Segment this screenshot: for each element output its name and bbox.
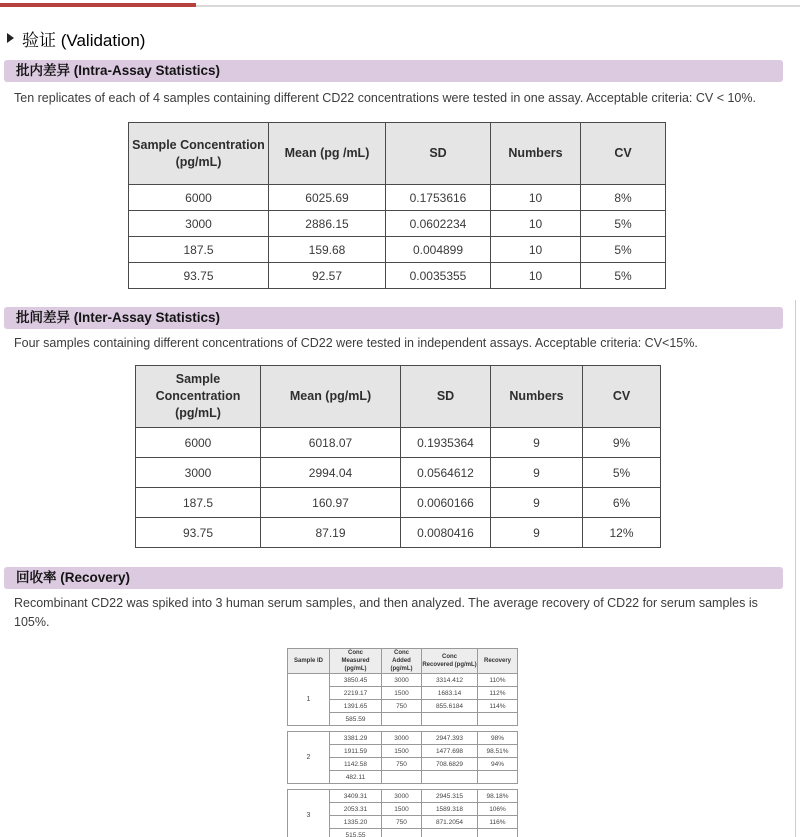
inter-assay-description: Four samples containing different concentrations of CD22 were tested in independent assays. Acceptable criteria: CV<15%. bbox=[14, 336, 698, 350]
cell: 3850.45 bbox=[330, 674, 382, 687]
column-header-sample-concentration: Sample Concentration (pg/mL) bbox=[136, 366, 261, 428]
banner-intra-assay: 批内差异 (Intra-Assay Statistics) bbox=[4, 60, 783, 82]
cell: 0.0080416 bbox=[401, 518, 491, 548]
page-title: 验证 (Validation) bbox=[22, 31, 146, 50]
table-row bbox=[129, 185, 666, 211]
cell: 0.0602234 bbox=[386, 211, 491, 237]
cell: 1335.20 bbox=[330, 816, 382, 829]
table-row bbox=[288, 674, 518, 687]
cell: 114% bbox=[478, 700, 518, 713]
cell: 871.2054 bbox=[422, 816, 478, 829]
cell: 3000 bbox=[129, 211, 269, 237]
cell: 1500 bbox=[382, 803, 422, 816]
cell: 3000 bbox=[382, 674, 422, 687]
cell: 0.004899 bbox=[386, 237, 491, 263]
banner-inter-assay: 批间差异 (Inter-Assay Statistics) bbox=[4, 307, 783, 329]
cell: 708.6829 bbox=[422, 758, 478, 771]
cell: 3314.412 bbox=[422, 674, 478, 687]
column-header-conc-measured: Conc Measured (pg/mL) bbox=[330, 649, 382, 674]
cell: 1142.58 bbox=[330, 758, 382, 771]
cell: 106% bbox=[478, 803, 518, 816]
recovery-table-area bbox=[287, 648, 517, 837]
cell: 5% bbox=[583, 458, 661, 488]
table-header-row bbox=[129, 123, 666, 185]
cell: 5% bbox=[581, 263, 666, 289]
sample-id-cell: 3 bbox=[288, 790, 330, 837]
column-header-sample-id: Sample ID bbox=[288, 649, 330, 674]
cell: 3000 bbox=[382, 732, 422, 745]
table-header-row bbox=[136, 366, 661, 428]
cell: 6% bbox=[583, 488, 661, 518]
column-header-sd: SD bbox=[401, 366, 491, 428]
cell: 0.1935364 bbox=[401, 428, 491, 458]
column-header-cv: CV bbox=[581, 123, 666, 185]
cell: 12% bbox=[583, 518, 661, 548]
cell: 9 bbox=[491, 458, 583, 488]
cell: 6000 bbox=[129, 185, 269, 211]
cell: 1683.14 bbox=[422, 687, 478, 700]
table-row bbox=[136, 488, 661, 518]
cell: 0.0035355 bbox=[386, 263, 491, 289]
cell: 160.97 bbox=[261, 488, 401, 518]
cell: 1589.318 bbox=[422, 803, 478, 816]
table-row bbox=[288, 732, 518, 745]
cell: 3409.31 bbox=[330, 790, 382, 803]
cell: 9 bbox=[491, 488, 583, 518]
cell: 116% bbox=[478, 816, 518, 829]
cell bbox=[382, 829, 422, 837]
cell: 515.55 bbox=[330, 829, 382, 837]
cell: 9 bbox=[491, 428, 583, 458]
cell: 0.1753616 bbox=[386, 185, 491, 211]
recovery-table-group-3 bbox=[287, 789, 518, 837]
cell: 110% bbox=[478, 674, 518, 687]
cell: 6000 bbox=[136, 428, 261, 458]
column-header-sample-concentration: Sample Concentration (pg/mL) bbox=[129, 123, 269, 185]
cell: 10 bbox=[491, 237, 581, 263]
column-header-mean: Mean (pg /mL) bbox=[269, 123, 386, 185]
table-row bbox=[136, 428, 661, 458]
cell: 5% bbox=[581, 237, 666, 263]
top-accent-bar bbox=[0, 3, 196, 7]
cell: 87.19 bbox=[261, 518, 401, 548]
sample-id-cell: 2 bbox=[288, 732, 330, 784]
recovery-table-group-2 bbox=[287, 731, 518, 784]
cell: 750 bbox=[382, 758, 422, 771]
column-header-numbers: Numbers bbox=[491, 366, 583, 428]
cell: 482.11 bbox=[330, 771, 382, 784]
cell: 1477.698 bbox=[422, 745, 478, 758]
cell: 1911.59 bbox=[330, 745, 382, 758]
recovery-description: Recombinant CD22 was spiked into 3 human serum samples, and then analyzed. The average recovery of CD22 for serum samples is 105%. bbox=[14, 596, 758, 629]
cell: 93.75 bbox=[129, 263, 269, 289]
banner-recovery: 回收率 (Recovery) bbox=[4, 567, 783, 589]
column-header-conc-added: Conc Added (pg/mL) bbox=[382, 649, 422, 674]
cell: 6025.69 bbox=[269, 185, 386, 211]
column-header-cv: CV bbox=[583, 366, 661, 428]
section-collapse-arrow-icon[interactable] bbox=[7, 33, 14, 43]
cell: 1500 bbox=[382, 687, 422, 700]
cell: 5% bbox=[581, 211, 666, 237]
intra-assay-description: Ten replicates of each of 4 samples containing different CD22 concentrations were tested in one assay. Acceptable criteria: CV < 10%. bbox=[14, 91, 756, 105]
table-header-row bbox=[288, 649, 518, 674]
cell: 8% bbox=[581, 185, 666, 211]
cell: 10 bbox=[491, 185, 581, 211]
cell bbox=[382, 771, 422, 784]
column-header-mean: Mean (pg/mL) bbox=[261, 366, 401, 428]
cell: 1500 bbox=[382, 745, 422, 758]
table-row bbox=[129, 237, 666, 263]
cell: 750 bbox=[382, 816, 422, 829]
cell: 98% bbox=[478, 732, 518, 745]
cell bbox=[382, 713, 422, 726]
column-header-conc-recovered: Conc Recovered (pg/mL) bbox=[422, 649, 478, 674]
inter-assay-table bbox=[135, 365, 661, 548]
cell: 2219.17 bbox=[330, 687, 382, 700]
intra-assay-table bbox=[128, 122, 666, 289]
cell: 93.75 bbox=[136, 518, 261, 548]
cell: 98.51% bbox=[478, 745, 518, 758]
cell bbox=[478, 771, 518, 784]
cell: 0.0060166 bbox=[401, 488, 491, 518]
cell: 187.5 bbox=[136, 488, 261, 518]
cell bbox=[478, 713, 518, 726]
cell: 2994.04 bbox=[261, 458, 401, 488]
cell: 2947.393 bbox=[422, 732, 478, 745]
sample-id-cell: 1 bbox=[288, 674, 330, 726]
cell: 3000 bbox=[136, 458, 261, 488]
cell: 2053.31 bbox=[330, 803, 382, 816]
cell: 2945.315 bbox=[422, 790, 478, 803]
cell: 10 bbox=[491, 211, 581, 237]
cell: 0.0564612 bbox=[401, 458, 491, 488]
table-row bbox=[129, 211, 666, 237]
column-header-recovery: Recovery bbox=[478, 649, 518, 674]
cell bbox=[478, 829, 518, 837]
cell: 187.5 bbox=[129, 237, 269, 263]
cell: 9 bbox=[491, 518, 583, 548]
cell: 159.68 bbox=[269, 237, 386, 263]
cell: 98.18% bbox=[478, 790, 518, 803]
column-header-numbers: Numbers bbox=[491, 123, 581, 185]
cell: 10 bbox=[491, 263, 581, 289]
cell: 9% bbox=[583, 428, 661, 458]
top-divider-line bbox=[196, 5, 800, 7]
cell: 3381.29 bbox=[330, 732, 382, 745]
cell: 2886.15 bbox=[269, 211, 386, 237]
cell: 112% bbox=[478, 687, 518, 700]
table-row bbox=[288, 790, 518, 803]
table-row bbox=[136, 518, 661, 548]
cell bbox=[422, 771, 478, 784]
cell: 855.6184 bbox=[422, 700, 478, 713]
content-pane-border bbox=[795, 300, 796, 837]
cell bbox=[422, 829, 478, 837]
cell: 6018.07 bbox=[261, 428, 401, 458]
cell bbox=[422, 713, 478, 726]
cell: 94% bbox=[478, 758, 518, 771]
cell: 585.59 bbox=[330, 713, 382, 726]
recovery-table-group-1 bbox=[287, 648, 518, 726]
cell: 92.57 bbox=[269, 263, 386, 289]
column-header-sd: SD bbox=[386, 123, 491, 185]
cell: 1391.65 bbox=[330, 700, 382, 713]
table-row bbox=[136, 458, 661, 488]
table-row bbox=[129, 263, 666, 289]
cell: 750 bbox=[382, 700, 422, 713]
cell: 3000 bbox=[382, 790, 422, 803]
